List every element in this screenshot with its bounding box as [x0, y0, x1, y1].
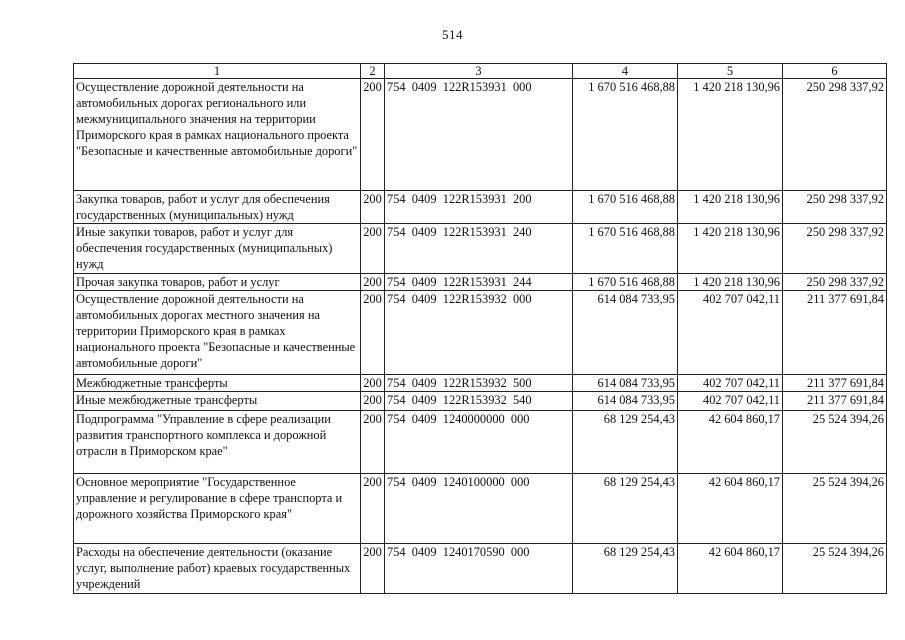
- row-name: Закупка товаров, работ и услуг для обеспечения государственных (муниципальных) нужд: [74, 191, 361, 224]
- header-col-2: 2: [361, 64, 385, 79]
- table-row: [74, 79, 887, 191]
- row-col6-value: 250 298 337,92: [783, 191, 887, 224]
- table-header-row: [74, 64, 887, 79]
- row-classification: 754 0409 122R153931 000: [385, 79, 573, 191]
- row-name: Расходы на обеспечение деятельности (оказание услуг, выполнение работ) краевых государственных учреждений: [74, 544, 361, 594]
- row-code: 200: [361, 224, 385, 274]
- row-code: 200: [361, 79, 385, 191]
- table-row: [74, 191, 887, 224]
- row-code: 200: [361, 474, 385, 544]
- row-col4-value: 614 084 733,95: [573, 375, 678, 392]
- row-col5-value: 1 420 218 130,96: [678, 191, 783, 224]
- row-name: Основное мероприятие "Государственное управление и регулирование в сфере транспорта и дорожного хозяйства Приморского края": [74, 474, 361, 544]
- row-code: 200: [361, 375, 385, 392]
- row-classification: 754 0409 122R153931 200: [385, 191, 573, 224]
- row-col5-value: 1 420 218 130,96: [678, 224, 783, 274]
- row-col4-value: 1 670 516 468,88: [573, 224, 678, 274]
- header-col-1: 1: [74, 64, 361, 79]
- row-col4-value: 68 129 254,43: [573, 474, 678, 544]
- table-row: [74, 274, 887, 291]
- row-classification: 754 0409 122R153931 244: [385, 274, 573, 291]
- row-code: 200: [361, 291, 385, 375]
- row-col4-value: 614 084 733,95: [573, 291, 678, 375]
- row-classification: 754 0409 1240000000 000: [385, 411, 573, 474]
- row-col6-value: 25 524 394,26: [783, 474, 887, 544]
- row-col5-value: 42 604 860,17: [678, 411, 783, 474]
- row-classification: 754 0409 122R153932 500: [385, 375, 573, 392]
- row-name: Иные межбюджетные трансферты: [74, 392, 361, 411]
- row-classification: 754 0409 122R153932 000: [385, 291, 573, 375]
- header-col-6: 6: [783, 64, 887, 79]
- row-col4-value: 1 670 516 468,88: [573, 79, 678, 191]
- table-row: [74, 224, 887, 274]
- row-col5-value: 1 420 218 130,96: [678, 274, 783, 291]
- header-col-5: 5: [678, 64, 783, 79]
- row-classification: 754 0409 1240100000 000: [385, 474, 573, 544]
- row-col5-value: 402 707 042,11: [678, 291, 783, 375]
- row-code: 200: [361, 411, 385, 474]
- row-col6-value: 211 377 691,84: [783, 392, 887, 411]
- row-classification: 754 0409 122R153932 540: [385, 392, 573, 411]
- row-col5-value: 402 707 042,11: [678, 375, 783, 392]
- row-col5-value: 1 420 218 130,96: [678, 79, 783, 191]
- row-col4-value: 68 129 254,43: [573, 411, 678, 474]
- row-col4-value: 68 129 254,43: [573, 544, 678, 594]
- table-row: [74, 411, 887, 474]
- row-name: Прочая закупка товаров, работ и услуг: [74, 274, 361, 291]
- row-code: 200: [361, 274, 385, 291]
- row-name: Межбюджетные трансферты: [74, 375, 361, 392]
- row-col6-value: 25 524 394,26: [783, 544, 887, 594]
- row-col5-value: 42 604 860,17: [678, 474, 783, 544]
- row-col6-value: 211 377 691,84: [783, 375, 887, 392]
- row-col6-value: 25 524 394,26: [783, 411, 887, 474]
- header-col-4: 4: [573, 64, 678, 79]
- table-row: [74, 375, 887, 392]
- row-name: Подпрограмма "Управление в сфере реализации развития транспортного комплекса и дорожной отрасли в Приморском крае": [74, 411, 361, 474]
- row-classification: 754 0409 122R153931 240: [385, 224, 573, 274]
- row-col4-value: 1 670 516 468,88: [573, 274, 678, 291]
- budget-table: [73, 63, 887, 594]
- row-name: Осуществление дорожной деятельности на автомобильных дорогах местного значения на территории Приморского края в рамках национального проекта "Безопасные и качественные автомобильные дороги": [74, 291, 361, 375]
- row-name: Иные закупки товаров, работ и услуг для обеспечения государственных (муниципальных) нужд: [74, 224, 361, 274]
- row-name: Осуществление дорожной деятельности на автомобильных дорогах регионального или межмуниципального значения на территории Приморского края в рамках национального проекта "Безопасные и качественные автомобильные дороги": [74, 79, 361, 191]
- row-code: 200: [361, 544, 385, 594]
- row-code: 200: [361, 392, 385, 411]
- row-col6-value: 250 298 337,92: [783, 79, 887, 191]
- table-row: [74, 544, 887, 594]
- page-number: 514: [442, 27, 463, 42]
- row-col6-value: 250 298 337,92: [783, 274, 887, 291]
- row-col5-value: 42 604 860,17: [678, 544, 783, 594]
- row-col5-value: 402 707 042,11: [678, 392, 783, 411]
- row-classification: 754 0409 1240170590 000: [385, 544, 573, 594]
- row-col4-value: 1 670 516 468,88: [573, 191, 678, 224]
- row-code: 200: [361, 191, 385, 224]
- table-row: [74, 392, 887, 411]
- header-col-3: 3: [385, 64, 573, 79]
- row-col4-value: 614 084 733,95: [573, 392, 678, 411]
- table-row: [74, 291, 887, 375]
- table-row: [74, 474, 887, 544]
- row-col6-value: 250 298 337,92: [783, 224, 887, 274]
- row-col6-value: 211 377 691,84: [783, 291, 887, 375]
